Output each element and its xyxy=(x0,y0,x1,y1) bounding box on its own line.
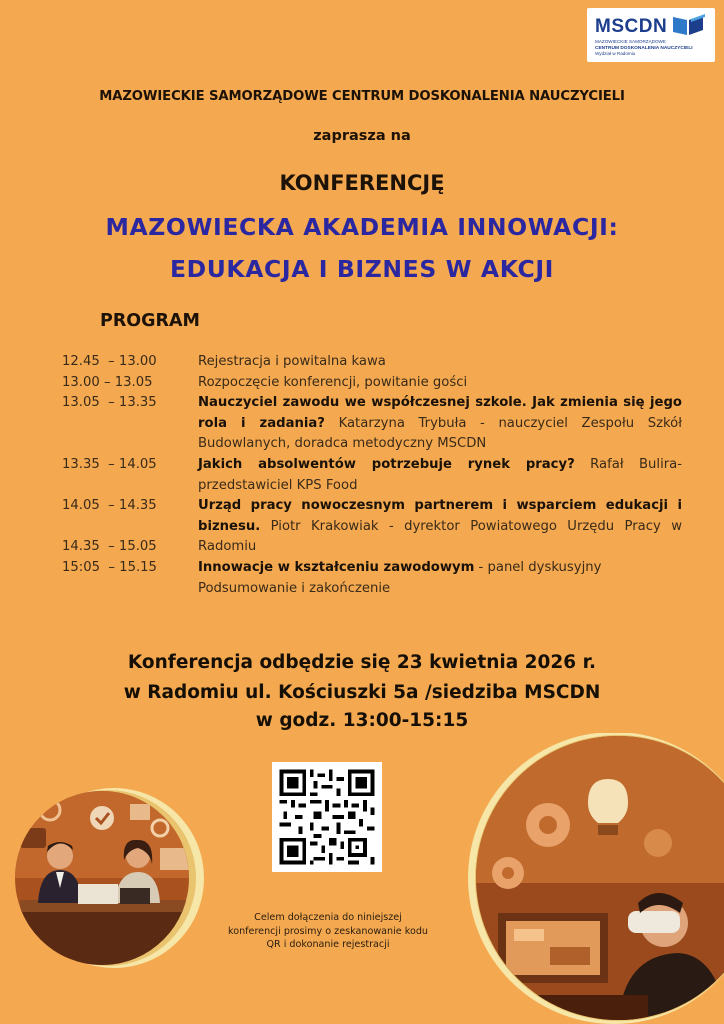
program-desc: Rozpoczęcie konferencji, powitanie gości xyxy=(198,374,468,390)
program-time-extra: 14.35 – 15.05 xyxy=(62,539,157,555)
event-hours: w godz. 13:00-15:15 xyxy=(255,710,469,731)
program-item xyxy=(62,558,682,599)
program-time: 13.35 – 14.05 xyxy=(62,456,157,472)
logo-brand: MSCDN xyxy=(595,16,668,37)
program-time: 14.05 – 14.35 xyxy=(62,498,157,514)
qr-instruction: Celem dołączenia do niniejszej konferencji prosimy o zeskanowanie kodu QR i dokonanie rejestracji xyxy=(228,912,428,950)
program-item xyxy=(62,352,682,373)
program-desc: Rejestracja i powitalna kawa xyxy=(198,354,386,369)
program-item xyxy=(62,373,682,394)
logo-line2: CENTRUM DOSKONALENIA NAUCZYCIELI xyxy=(595,45,693,51)
conference-title-line2: EDUKACJA I BIZNES W AKCJI xyxy=(169,255,555,283)
program-heading: PROGRAM xyxy=(100,311,200,331)
book-icon xyxy=(671,13,707,37)
qr-code[interactable] xyxy=(272,762,382,872)
business-meeting-illustration xyxy=(10,788,226,968)
invite-text: zaprasza na xyxy=(313,128,411,144)
program-time: 13.00 – 13.05 xyxy=(62,374,153,390)
logo-subtitle xyxy=(595,39,713,57)
program-time-group xyxy=(62,496,198,558)
logo-line1: MAZOWIECKIE SAMORZĄDOWE xyxy=(595,39,666,44)
organization-name: MAZOWIECKIE SAMORZĄDOWE CENTRUM DOSKONALENIA NAUCZYCIELI xyxy=(99,89,625,104)
program-time: 15:05 – 15.15 xyxy=(62,559,157,575)
program-desc: Jakich absolwentów potrzebuje rynek pracy? Rafał Bulira-przedstawiciel KPS Food xyxy=(198,456,682,493)
program-item xyxy=(62,455,682,496)
program-desc: Nauczyciel zawodu we współczesnej szkole. Jak zmienia się jego rola i zadania? Katarzyna Trybuła - nauczyciel Zespołu Szkół Budowlanych, doradca metodyczny MSCDN xyxy=(198,395,683,452)
technology-innovation-illustration xyxy=(468,733,724,1024)
program-time: 12.45 – 13.00 xyxy=(62,354,157,369)
program-list xyxy=(62,352,682,599)
conference-word: KONFERENCJĘ xyxy=(279,171,445,195)
conference-title-line1: MAZOWIECKA AKADEMIA INNOWACJI: xyxy=(105,213,619,241)
program-desc: Urząd pracy nowoczesnym partnerem i wsparciem edukacji i biznesu. Piotr Krakowiak - dyrektor Powiatowego Urzędu Pracy w Radomiu xyxy=(198,498,682,555)
program-item xyxy=(62,393,682,455)
program-time: 13.05 – 13.35 xyxy=(62,395,157,411)
event-location: w Radomiu ul. Kościuszki 5a /siedziba MSCDN xyxy=(123,682,601,703)
event-date: Konferencja odbędzie się 23 kwietnia 2026 r. xyxy=(127,652,597,673)
mscdn-logo xyxy=(587,8,715,62)
program-desc: Innowacje w kształceniu zawodowym - panel dyskusyjny Podsumowanie i zakończenie xyxy=(198,559,602,596)
program-item xyxy=(62,496,682,558)
logo-line3: Wydział w Radomiu xyxy=(595,51,636,57)
